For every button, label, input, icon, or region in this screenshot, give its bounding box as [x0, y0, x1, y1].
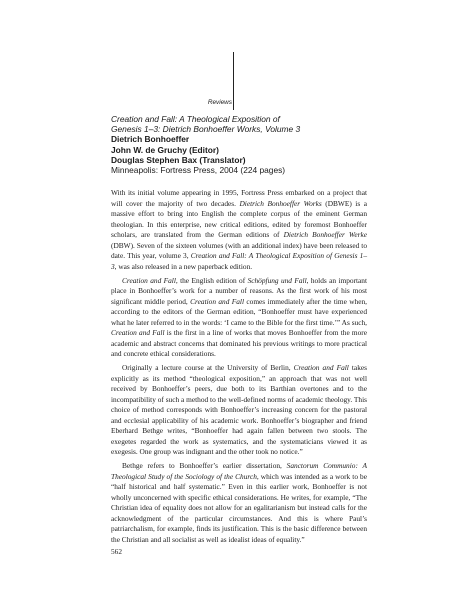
- paragraph-text: comes immediately after the time when, according to the editors of the German edition, “Bonhoeffer must have experienced what he later referred to in the words: ‘I came to the Bible for the first time.’” As such,: [111, 296, 367, 327]
- book-title-line-1: Creation and Fall: A Theological Exposition of: [111, 114, 280, 124]
- book-title-line-2: Genesis 1–3: Dietrich Bonhoeffer Works, Volume 3: [111, 124, 301, 135]
- italic-title-text: Dietrich Bonhoeffer Werke: [283, 230, 368, 239]
- book-translator: Douglas Stephen Bax (Translator): [111, 154, 246, 165]
- page-number: 562: [111, 547, 123, 556]
- review-paragraph: [111, 188, 367, 272]
- paragraph-text: (DBW). Seven of the sixteen volumes (with an additional index) have been released to date. This year, volume 3,: [111, 240, 367, 260]
- italic-title-text: Schöpfung und Fall: [247, 275, 307, 285]
- paragraph-text: Originally a lecture course at the University of Berlin,: [122, 363, 294, 372]
- italic-title-text: Creation and Fall: [190, 296, 245, 306]
- running-head: Reviews: [207, 99, 232, 106]
- review-paragraph: [111, 461, 367, 545]
- book-editor: John W. de Gruchy (Editor): [111, 144, 219, 155]
- italic-title-text: Creation and Fall: [122, 275, 176, 285]
- italic-title-text: Dietrich Bonhoeffer Works: [239, 198, 322, 208]
- vertical-rule: [233, 52, 234, 110]
- paragraph-text: , which was intended as a work to be “half historical and half systematic.” Even in this earlier work, Bonhoeffer is not wholly unconcerned with specific ethical considerations. He writes, for example, “The Christian idea of equality does not allow for an egalitarianism but instead calls for the acknowledgment of the particular circumstances. And this is where Paul’s patriarchalism, for example, finds its justification. This is the basic difference between the Christian and all socialist as well as idealist ideas of equality.”: [111, 471, 367, 544]
- paragraph-text: , holds an important place in Bonhoeffer’s work for a number of reasons. As the first work of his most significant middle period,: [111, 275, 368, 306]
- paragraph-text: , was also released in a new paperback edition.: [114, 261, 253, 271]
- book-header: [111, 114, 366, 175]
- italic-title-text: Creation and Fall: [293, 363, 349, 372]
- review-body: [111, 188, 367, 549]
- paragraph-text: is the first in a line of works that moves Bonhoeffer from the more academic and abstract concerns that dominated his previous writings to more practical and concrete ethical considerations.: [111, 328, 367, 358]
- italic-title-text: Sanctorum Communio: A Theological Study of the Sociology of the Church: [111, 461, 367, 481]
- italic-title-text: Creation and Fall: [111, 328, 165, 337]
- paragraph-text: (DBWE) is a massive effort to bring into English the complete corpus of the eminent German theologian. In this enterprise, new critical editions, edited by foremost Bonhoeffer scholars, are translated from the German editions of: [111, 198, 367, 239]
- paragraph-text: , the English edition of: [175, 275, 248, 285]
- review-paragraph: [111, 363, 367, 458]
- italic-title-text: Creation and Fall: A Theological Exposition of Genesis 1–3: [111, 251, 368, 271]
- book-publication: Minneapolis: Fortress Press, 2004 (224 pages): [111, 165, 286, 176]
- paragraph-text: With its initial volume appearing in 1995, Fortress Press embarked on a project that will cover the majority of two decades.: [111, 188, 367, 208]
- paragraph-text: Bethge refers to Bonhoeffer’s earlier dissertation,: [122, 461, 287, 470]
- paragraph-text: takes explicitly as its method “theological exposition,” an approach that was not well received by Bonhoeffer’s peers, due both to its Barthian overtones and to the incompatibility of such a method to the well-defined norms of academic theology. This choice of method corresponds with Bonhoeffer’s increasing concern for the pastoral and ecclesial applicability of his academic work. Bonhoeffer’s biographer and friend Eberhard Bethge writes, “Bonhoeffer had again fallen between two stools. The exegetes regarded the work as systematics, and the systematicians viewed it as exegesis. One group was indignant and the other took no notice.”: [111, 363, 367, 456]
- book-author: Dietrich Bonhoeffer: [111, 134, 190, 145]
- review-paragraph: [111, 276, 367, 360]
